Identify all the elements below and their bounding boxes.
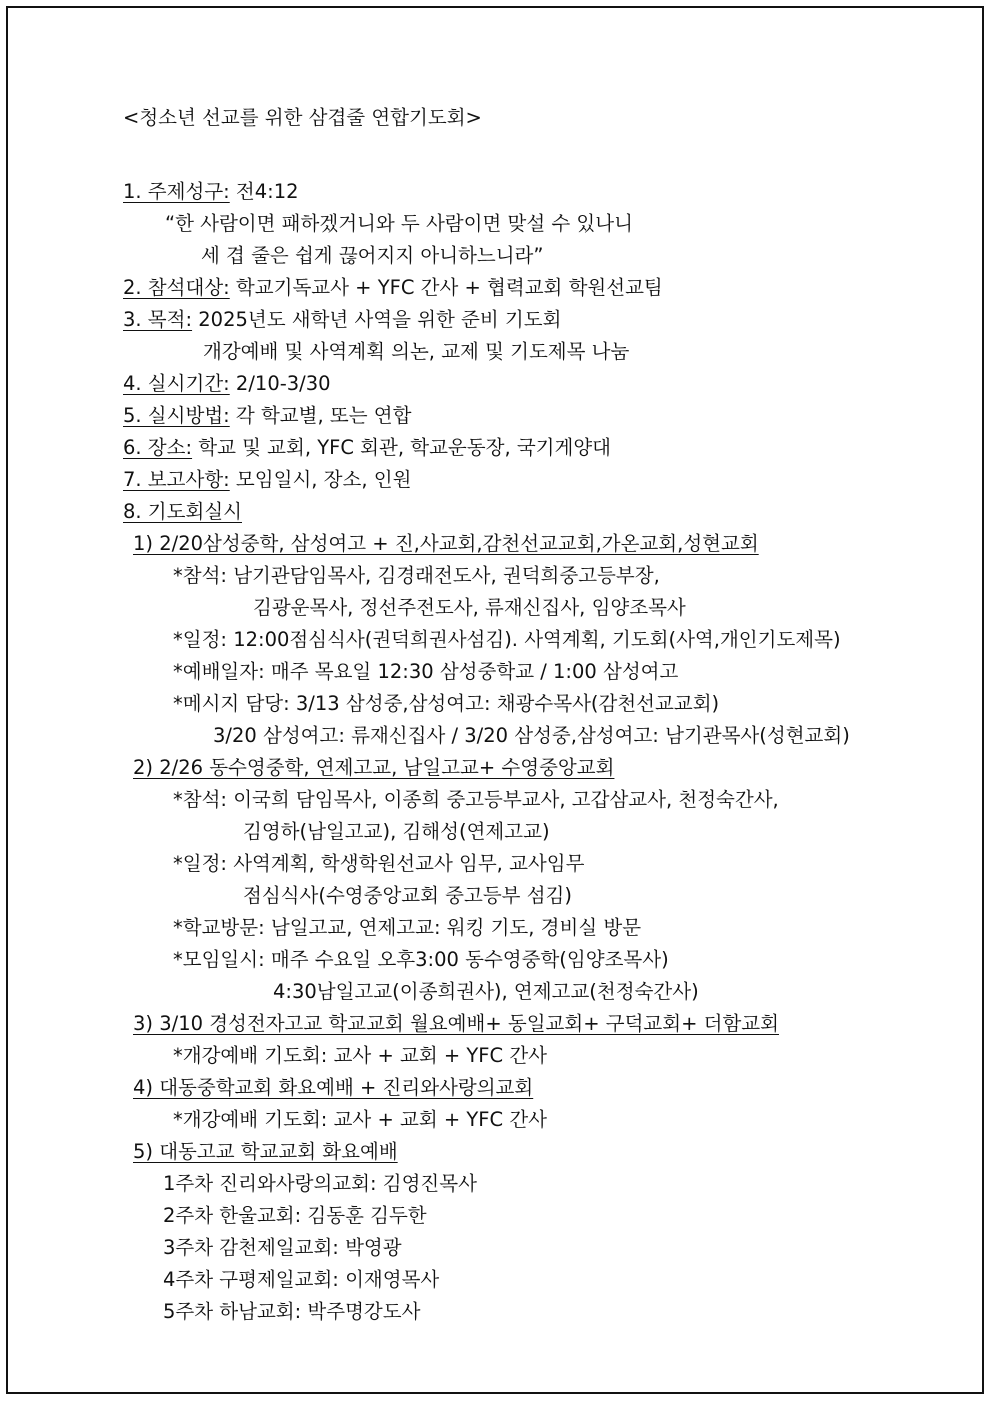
report-label: 7. 보고사항:	[123, 468, 230, 491]
meeting-1-attendees-cont: 김광운목사, 정선주전도사, 류재신집사, 임양조목사	[253, 596, 686, 619]
purpose-label: 3. 목적:	[123, 308, 193, 331]
report-value: 모임일시, 장소, 인원	[229, 468, 412, 491]
participants-label: 2. 참석대상:	[123, 276, 230, 299]
meeting-1-service-days: *예배일자: 매주 목요일 12:30 삼성중학교 / 1:00 삼성여고	[173, 660, 679, 683]
meeting-1-message: *메시지 담당: 3/13 삼성중,삼성여고: 채광수목사(감천선교교회)	[173, 692, 720, 715]
document-body	[123, 100, 883, 1328]
week-item: 4주차 구평제일교회: 이재영목사	[163, 1268, 440, 1291]
meeting-2-schedule-cont: 점심식사(수영중앙교회 중고등부 섬김)	[243, 884, 573, 907]
meeting-2-meeting-time: *모임일시: 매주 수요일 오후3:00 동수영중학(임양조목사)	[173, 948, 669, 971]
participants-line	[123, 272, 883, 304]
meeting-5-heading: 5) 대동고교 학교교회 화요예배	[133, 1140, 398, 1163]
purpose-line	[123, 304, 883, 336]
report-line	[123, 464, 883, 496]
meeting-4-heading: 4) 대동중학교회 화요예배 + 진리와사랑의교회	[133, 1076, 534, 1099]
meeting-2-attendees: *참석: 이국희 담임목사, 이종희 중고등부교사, 고갑삼교사, 천정숙간사,	[173, 788, 779, 811]
purpose-value: 2025년도 새학년 사역을 위한 준비 기도회	[192, 308, 562, 331]
method-label: 5. 실시방법:	[123, 404, 230, 427]
method-line	[123, 400, 883, 432]
meeting-2-meeting-time-cont: 4:30남일고교(이종희권사), 연제고교(천정숙간사)	[273, 980, 699, 1003]
week-item: 3주차 감천제일교회: 박영광	[163, 1236, 402, 1259]
meeting-2-attendees-cont: 김영하(남일고교), 김해성(연제고교)	[243, 820, 550, 843]
meeting-1-heading: 1) 2/20삼성중학, 삼성여고 + 진,사교회,감천선교교회,가온교회,성현교회	[133, 532, 759, 555]
meeting-1-message-cont: 3/20 삼성여고: 류재신집사 / 3/20 삼성중,삼성여고: 남기관목사(성현교회)	[213, 724, 850, 747]
period-line	[123, 368, 883, 400]
place-line	[123, 432, 883, 464]
meetings-line	[123, 496, 883, 528]
meeting-1-schedule: *일정: 12:00점심식사(권덕희권사섬김). 사역계획, 기도회(사역,개인기도제목)	[173, 628, 841, 651]
meeting-3-heading: 3) 3/10 경성전자고교 학교교회 월요예배+ 동일교회+ 구덕교회+ 더함교회	[133, 1012, 779, 1035]
meeting-4-detail: *개강예배 기도회: 교사 + 교회 + YFC 간사	[173, 1108, 548, 1131]
meeting-2-schedule: *일정: 사역계획, 학생학원선교사 임무, 교사임무	[173, 852, 585, 875]
week-item: 5주차 하남교회: 박주명강도사	[163, 1300, 421, 1323]
theme-verse-2: 세 겹 줄은 쉽게 끊어지지 아니하느니라”	[201, 244, 544, 267]
meeting-2-school-visit: *학교방문: 남일고교, 연제고교: 워킹 기도, 경비실 방문	[173, 916, 642, 939]
document-title: <청소년 선교를 위한 삼겹줄 연합기도회>	[123, 106, 482, 129]
place-label: 6. 장소:	[123, 436, 193, 459]
participants-value: 학교기독교사 + YFC 간사 + 협력교회 학원선교팀	[229, 276, 663, 299]
spacer	[123, 136, 883, 176]
method-value: 각 학교별, 또는 연합	[229, 404, 412, 427]
purpose-line-2: 개강예배 및 사역계획 의논, 교제 및 기도제목 나눔	[203, 340, 630, 363]
meetings-label: 8. 기도회실시	[123, 500, 242, 523]
meeting-2-heading: 2) 2/26 동수영중학, 연제고교, 남일고교+ 수영중앙교회	[133, 756, 615, 779]
period-value: 2/10-3/30	[229, 372, 331, 395]
theme-label: 1. 주제성구:	[123, 180, 230, 203]
week-item: 1주차 진리와사랑의교회: 김영진목사	[163, 1172, 477, 1195]
meeting-3-detail: *개강예배 기도회: 교사 + 교회 + YFC 간사	[173, 1044, 548, 1067]
week-item: 2주차 한울교회: 김동훈 김두한	[163, 1204, 427, 1227]
theme-verse-1: “한 사람이면 패하겠거니와 두 사람이면 맞설 수 있나니	[165, 212, 633, 235]
theme-line	[123, 176, 883, 208]
theme-value: 전4:12	[229, 180, 299, 203]
place-value: 학교 및 교회, YFC 회관, 학교운동장, 국기게양대	[192, 436, 612, 459]
meeting-1-attendees: *참석: 남기관담임목사, 김경래전도사, 권덕희중고등부장,	[173, 564, 660, 587]
period-label: 4. 실시기간:	[123, 372, 230, 395]
